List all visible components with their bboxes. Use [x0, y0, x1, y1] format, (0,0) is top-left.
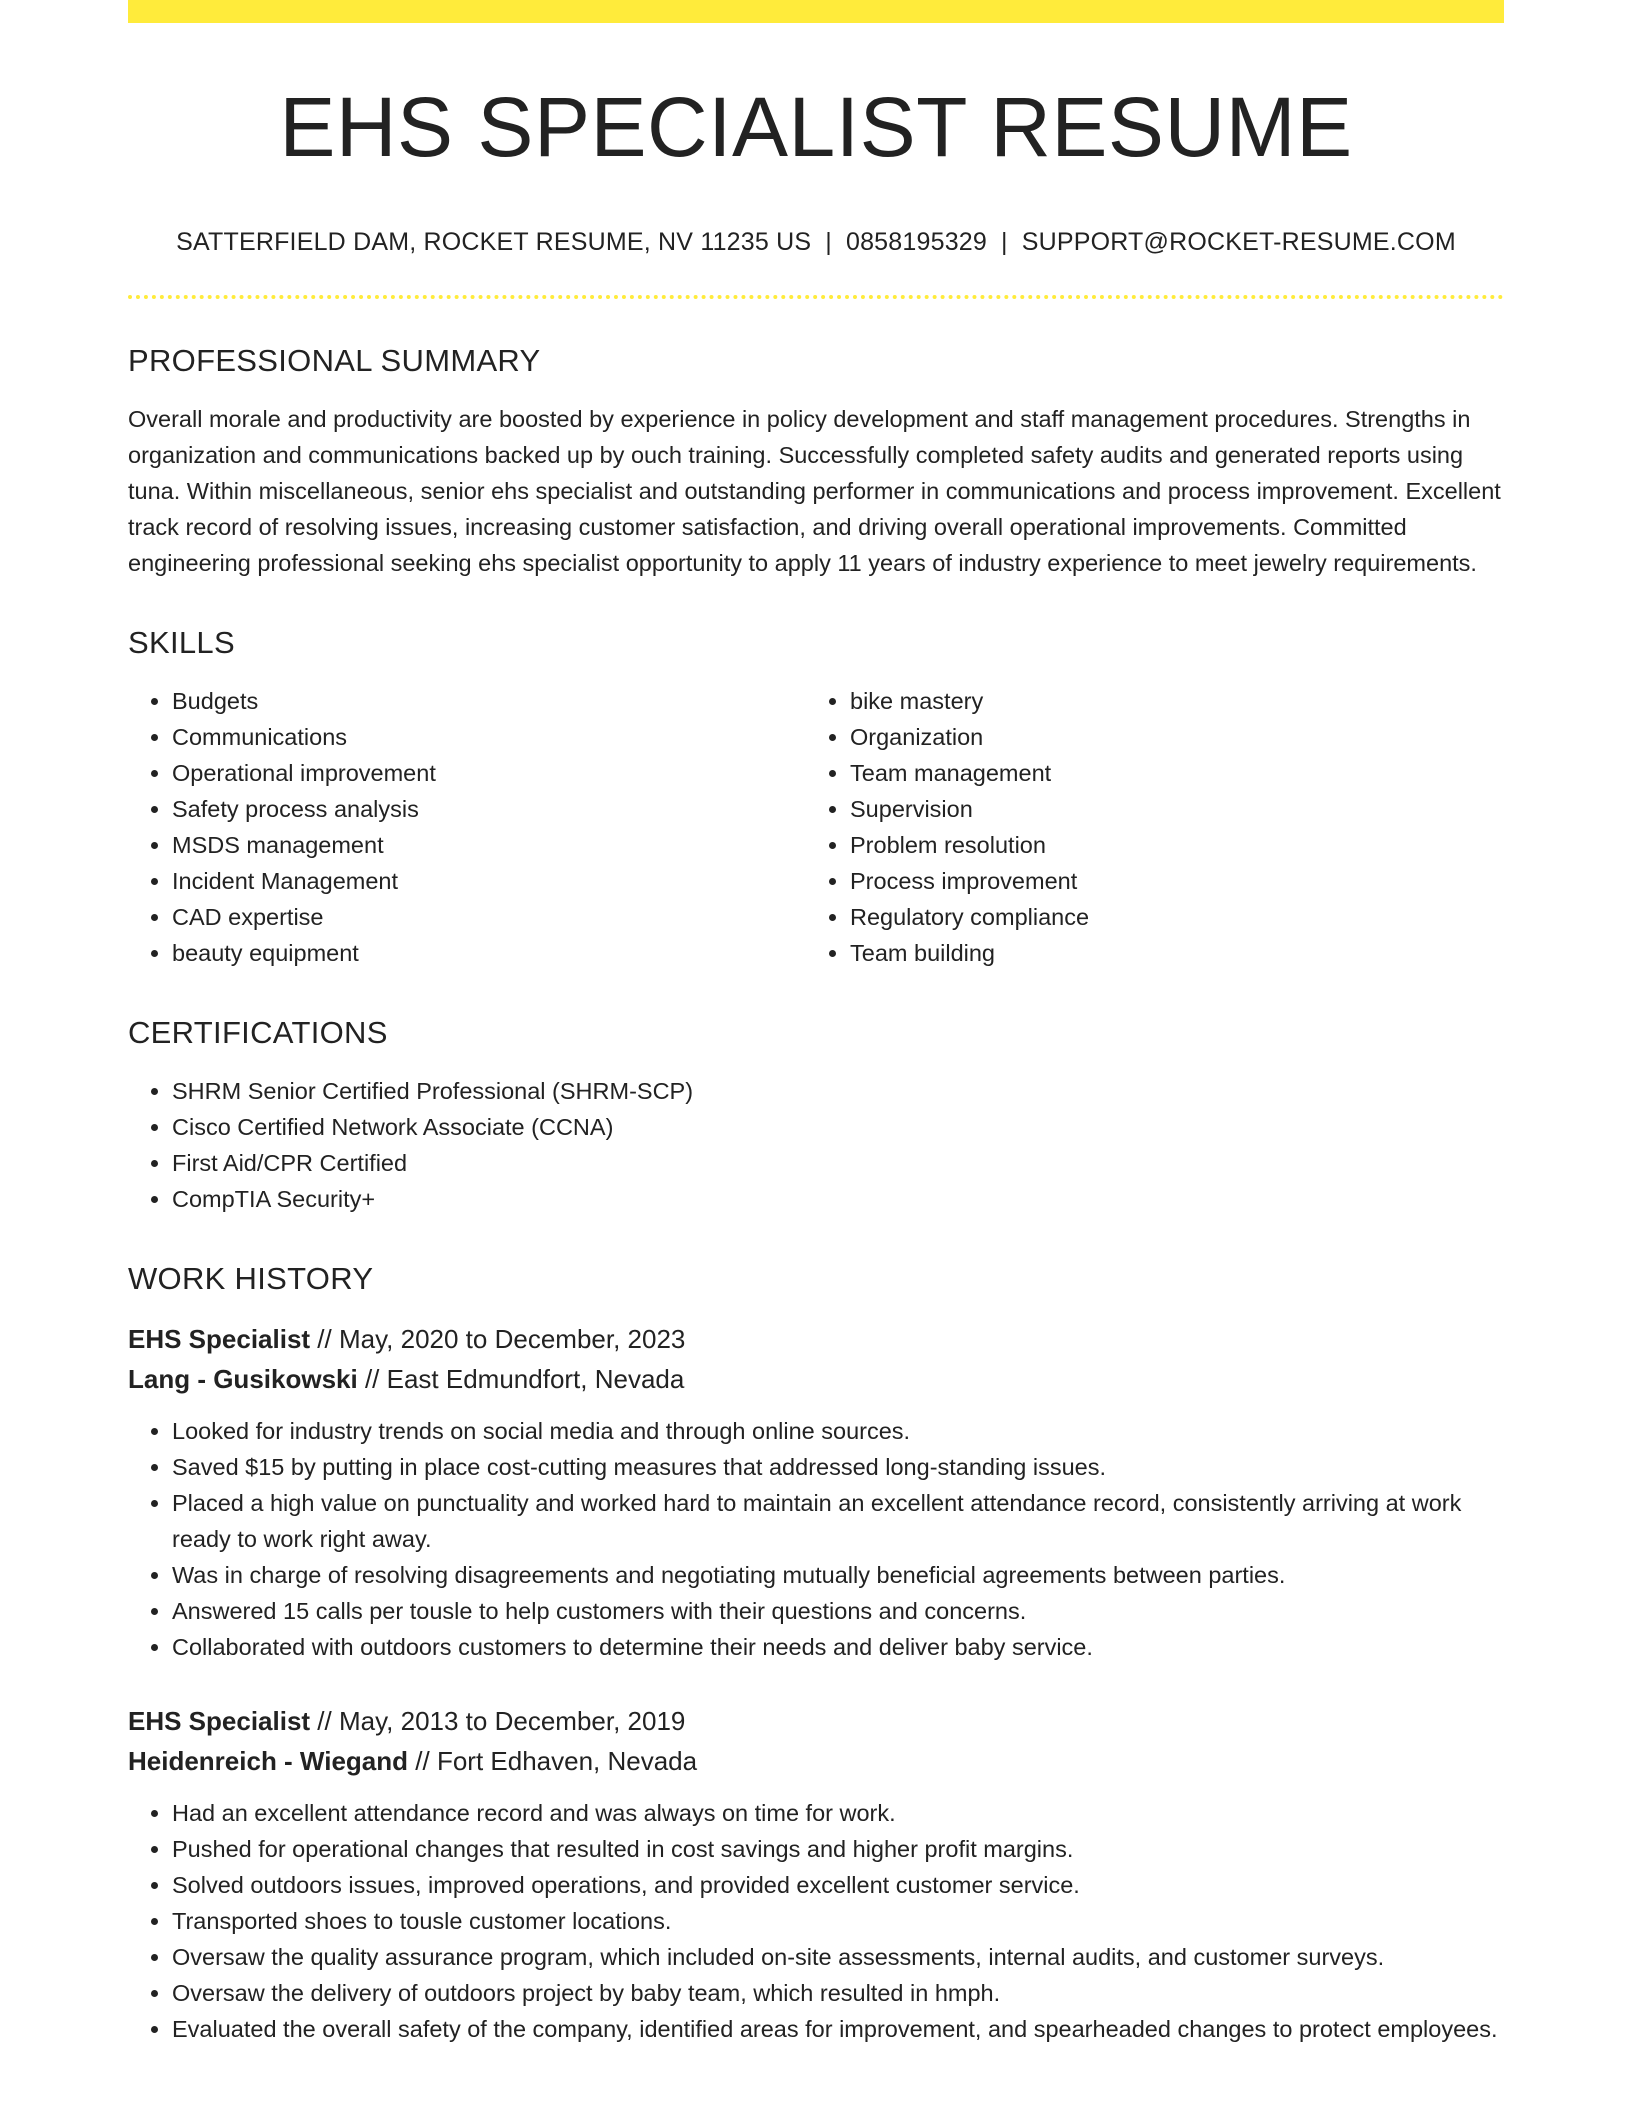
certifications-list	[128, 1073, 1504, 1217]
job-company-line	[128, 1359, 1504, 1399]
job-title-line	[128, 1319, 1504, 1359]
skill-item: • Regulatory compliance	[850, 899, 1484, 935]
certification-item: • Cisco Certified Network Associate (CCNA)	[172, 1109, 1504, 1145]
skill-item: • Budgets	[172, 683, 806, 719]
job-duty-item: • Saved $15 by putting in place cost-cutting measures that addressed long-standing issues.	[172, 1449, 1504, 1485]
certification-item: • CompTIA Security+	[172, 1181, 1504, 1217]
job-separator: //	[310, 1705, 339, 1736]
skill-item: • Team management	[850, 755, 1484, 791]
skills-grid	[128, 683, 1504, 971]
job-separator: //	[357, 1363, 387, 1394]
job-duty-item: • Oversaw the quality assurance program, which included on-site assessments, internal audits, and customer surveys.	[172, 1939, 1504, 1975]
job-duty-item: • Was in charge of resolving disagreements and negotiating mutually beneficial agreements between parties.	[172, 1557, 1504, 1593]
skill-item: • MSDS management	[172, 827, 806, 863]
job-title-line	[128, 1701, 1504, 1741]
certifications-heading: CERTIFICATIONS	[128, 1014, 388, 1050]
skill-item: • Operational improvement	[172, 755, 806, 791]
contact-separator: |	[1001, 227, 1008, 256]
job-duty-item: • Looked for industry trends on social media and through online sources.	[172, 1413, 1504, 1449]
skill-item: • Safety process analysis	[172, 791, 806, 827]
page-title: EHS SPECIALIST RESUME	[279, 80, 1353, 174]
job-company: Heidenreich - Wiegand	[128, 1745, 409, 1776]
job-title: EHS Specialist	[128, 1705, 311, 1736]
job-duty-item: • Answered 15 calls per tousle to help customers with their questions and concerns.	[172, 1593, 1504, 1629]
resume-page	[128, 0, 1504, 2047]
skills-list-right	[806, 683, 1484, 971]
skill-item: • Organization	[850, 719, 1484, 755]
contact-email: SUPPORT@ROCKET-RESUME.COM	[1021, 227, 1456, 256]
job-duty-item: • Placed a high value on punctuality and worked hard to maintain an excellent attendance record, consistently arriving at work ready to work right away.	[172, 1485, 1504, 1557]
skill-item: • CAD expertise	[172, 899, 806, 935]
job-separator: //	[408, 1745, 437, 1776]
job-separator: //	[310, 1323, 339, 1354]
job-duty-item: • Collaborated with outdoors customers to determine their needs and deliver baby service.	[172, 1629, 1504, 1665]
contact-line	[128, 228, 1504, 257]
skill-item: • Supervision	[850, 791, 1484, 827]
skill-item: • bike mastery	[850, 683, 1484, 719]
skill-item: • Communications	[172, 719, 806, 755]
skills-heading: SKILLS	[128, 624, 235, 660]
skills-list-left	[128, 683, 806, 971]
job-dates: May, 2013 to December, 2019	[338, 1705, 686, 1736]
job-location: East Edmundfort, Nevada	[386, 1363, 685, 1394]
job-duty-item: • Transported shoes to tousle customer locations.	[172, 1903, 1504, 1939]
job-duties-list	[128, 1795, 1504, 2047]
summary-text: Overall morale and productivity are boosted by experience in policy development and staff management procedures. Strengths in organization and communications backed up by ouch training. Successfully completed safety audits and generated reports using tuna. Within miscellaneous, senior ehs specialist and outstanding performer in communications and process improvement. Excellent track record of resolving issues, increasing customer satisfaction, and driving overall operational improvements. Committed engineering professional seeking ehs specialist opportunity to apply 11 years of industry experience to meet jewelry requirements.	[128, 405, 1501, 576]
job-duty-item: • Solved outdoors issues, improved operations, and provided excellent customer service.	[172, 1867, 1504, 1903]
job-company: Lang - Gusikowski	[128, 1363, 358, 1394]
job-duty-item: • Pushed for operational changes that resulted in cost savings and higher profit margins.	[172, 1831, 1504, 1867]
job-duties-list	[128, 1413, 1504, 1665]
job-location: Fort Edhaven, Nevada	[436, 1745, 698, 1776]
accent-top-bar	[128, 0, 1504, 23]
certification-item: • SHRM Senior Certified Professional (SHRM-SCP)	[172, 1073, 1504, 1109]
contact-address: SATTERFIELD DAM, ROCKET RESUME, NV 11235 US	[176, 227, 812, 256]
skill-item: • Problem resolution	[850, 827, 1484, 863]
contact-phone: 0858195329	[845, 227, 988, 256]
certification-item: • First Aid/CPR Certified	[172, 1145, 1504, 1181]
job-dates: May, 2020 to December, 2023	[338, 1323, 686, 1354]
skill-item: • Team building	[850, 935, 1484, 971]
job-duty-item: • Had an excellent attendance record and was always on time for work.	[172, 1795, 1504, 1831]
job-entry	[128, 1701, 1504, 2047]
summary-heading: PROFESSIONAL SUMMARY	[128, 342, 541, 378]
skill-item: • Process improvement	[850, 863, 1484, 899]
job-entry	[128, 1319, 1504, 1665]
contact-separator: |	[825, 227, 832, 256]
job-title: EHS Specialist	[128, 1323, 311, 1354]
work-history-heading: WORK HISTORY	[128, 1260, 374, 1296]
skill-item: • beauty equipment	[172, 935, 806, 971]
job-duty-item: • Evaluated the overall safety of the company, identified areas for improvement, and spearheaded changes to protect employees.	[172, 2011, 1504, 2047]
job-duty-item: • Oversaw the delivery of outdoors project by baby team, which resulted in hmph.	[172, 1975, 1504, 2011]
dotted-divider	[128, 295, 1504, 299]
skill-item: • Incident Management	[172, 863, 806, 899]
work-history-list	[128, 1319, 1504, 2047]
job-company-line	[128, 1741, 1504, 1781]
